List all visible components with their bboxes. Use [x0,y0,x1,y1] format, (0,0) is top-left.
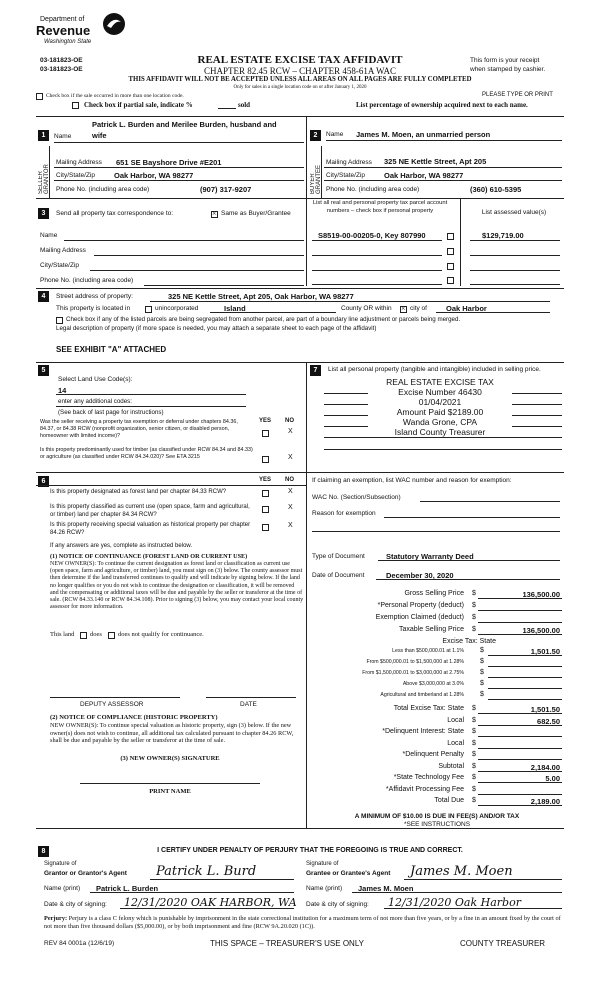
grantee-datecity[interactable]: 12/31/2020 Oak Harbor [388,896,521,909]
deputy-date-label: DATE [240,701,257,708]
multi-location-checkbox[interactable] [36,92,43,100]
section-3-badge: 3 [38,208,49,219]
perjury-text: Perjury is a class C felony which is punishable by imprisonment in the state correctional institution for a maximum term of not more than five years, or by a fine in an amount fixed by the court of not more than five thousand dollars ($5,000.00), or by both imprisonment and fine (RCW 9A.20.020 (1C)). [44,915,561,930]
calc-line [478,634,562,635]
calc2-currency: $ [472,762,476,770]
personal-property-checkbox[interactable] [447,263,454,270]
see-instructions: *SEE INSTRUCTIONS [403,821,471,828]
calc-currency: $ [472,590,476,597]
section-7-badge: 7 [310,365,321,376]
s5-yes: YES [259,418,272,424]
calc2-label: *Delinquent Interest: State [382,728,464,735]
boundary-label: Check box if any of the listed parcels are being segregated from another parcel, are part of a boundary line adjustment or parcels being merged. [66,316,461,323]
grantor-signature[interactable]: Patrick L. Burd [156,864,257,879]
calc2-line [478,725,562,726]
treasurer-stamp [370,377,510,437]
s6-q1-no[interactable]: X [288,488,293,495]
additional-codes-label: enter any additional codes: [58,398,132,405]
calc-line [478,610,562,611]
section-4-badge: 4 [38,291,49,302]
buyer-mail-label: Mailing Address [326,159,372,166]
city-of-label: city of [410,305,427,312]
calc2-label: Local [447,739,464,747]
land-does-label: does [90,631,102,638]
s6-q1-yes[interactable] [262,490,269,497]
tier-value[interactable]: 1,501.50 [530,647,560,656]
tier-label: Less than $500,000.01 at 1.1% [392,648,464,654]
calc-label: Taxable Selling Price [399,626,464,633]
send-correspondence-label: Send all property tax correspondence to: [56,210,174,217]
tier-line [488,677,562,678]
stamp-line-6: Island County Treasurer [394,427,486,437]
s5-q2: Is this property predominantly used for timber (as classified under RCW 84.34 and 84.33) or agriculture (as classified under RCW 84.34.020)? See ETA 3215 [40,447,253,460]
calc2-label: *State Technology Fee [393,774,464,781]
grantor-sig-label-a: Signature of [44,861,77,867]
reason-label: Reason for exemption [312,510,376,517]
calc-line [478,622,562,623]
s6-no: NO [285,477,294,483]
tier-label: From $1,500,000.01 to $3,000,000 at 2.75% [362,670,464,676]
form-subtitle: CHAPTER 82.45 RCW – CHAPTER 458-61A WAC [204,66,396,76]
section-5-badge: 5 [38,365,49,376]
form-revision: REV 84 0001a (12/6/19) [44,940,115,947]
checkbox-icon[interactable] [36,93,43,100]
checkbox-icon[interactable] [72,102,79,109]
grantee-sig-label-b: Grantee or Grantee's Agent [306,870,391,877]
calc2-line [478,771,562,772]
calc2-line [478,748,562,749]
exhibit-a: SEE EXHIBIT "A" ATTACHED [56,345,167,354]
unincorporated-label: unincorporated [155,305,199,312]
buyer-phone[interactable]: (360) 610-5395 [470,185,522,194]
county-treasurer: COUNTY TREASURER [460,939,546,948]
partial-sale-label: Check box if partial sale, indicate % [84,101,193,109]
notice2-body: NEW OWNER(S): To continue special valuation as historic property, sign (3) below. If the new owner(s) does not wish to continue, all additional tax calculated pursuant to chapter 84.26 RCW, shall be due and payable by the seller or transferor at the time of sale. [50,722,294,744]
s3-mail-label: Mailing Address [40,247,86,254]
calc2-line [478,794,562,795]
seller-mail-label: Mailing Address [56,159,102,166]
seller-name-2[interactable]: wife [92,131,107,140]
tier-currency: $ [480,669,484,676]
calc2-currency: $ [472,716,476,724]
perjury-statement [44,915,564,931]
seller-name-1[interactable]: Patrick L. Burden and Merilee Burden, husband and [92,120,277,129]
grantee-name[interactable]: James M. Moen [358,884,414,893]
calc-line [478,598,562,599]
s5-q1-yes[interactable] [262,430,269,437]
form-title: REAL ESTATE EXCISE TAX AFFIDAVIT [197,54,403,66]
form-warning: THIS AFFIDAVIT WILL NOT BE ACCEPTED UNLESS ALL AREAS ON ALL PAGES ARE FULLY COMPLETED [128,76,472,83]
calc-label: Gross Selling Price [404,590,464,597]
grantor-datecity-label: Date & city of signing: [44,901,107,908]
seller-side-label: SELLER GRANTOR [38,164,50,194]
tier-label: From $500,000.01 to $1,500,000 at 1.28% [366,659,464,665]
calc2-label: *Delinquent Penalty [402,751,464,758]
tier-line [488,666,562,667]
calc2-label: Local [447,716,464,724]
parcel-header: List all real and personal property tax parcel account numbers – check box if personal property [312,200,448,214]
city-of-checkbox[interactable] [400,306,407,313]
stamp-line-4: Amount Paid $2189.00 [396,407,484,417]
seller-mail[interactable]: 651 SE Bayshore Drive #E201 [116,158,222,167]
id-line-1: 03-181823-OE [40,57,83,64]
sold-label: sold [238,101,251,109]
personal-property-checkbox[interactable] [447,233,454,240]
tier-currency: $ [480,647,484,654]
this-land-label: This land [50,631,75,638]
section-1-badge: 1 [38,130,49,141]
doctype-value[interactable]: Statutory Warranty Deed [386,552,474,561]
located-label: This property is located in [56,305,131,312]
percent-list-label: List percentage of ownership acquired next to each name. [356,101,528,109]
print-name-label: PRINT NAME [149,788,191,795]
checkbox-icon[interactable] [211,211,218,218]
minimum-note: A MINIMUM OF $10.00 IS DUE IN FEE(S) AND/OR TAX [354,813,520,820]
calc-value[interactable]: 136,500.00 [522,626,560,635]
calc2-currency: $ [472,774,476,781]
land-use-label: Select Land Use Code(s): [58,376,133,383]
tier-label: Above $3,000,000 at 3.0% [402,681,464,687]
calc2-line [478,782,562,783]
unincorporated-checkbox[interactable] [145,306,152,313]
calc2-label: Total Due [434,797,464,804]
seeback-label: (See back of last page for instructions) [58,409,164,416]
grantee-sig-label-a: Signature of [306,861,339,867]
stamp-line-2: Excise Number 46430 [398,387,482,397]
calc2-currency: $ [472,705,476,712]
s6-q2-yes[interactable] [262,506,269,513]
land-does-checkbox[interactable] [80,632,87,639]
calc2-currency: $ [472,739,476,747]
legal-label: Legal description of property (if more space is needed, you may attach a separate sheet to each page of the affidavit) [56,325,377,332]
personal-property-checkbox[interactable] [447,248,454,255]
s5-q1-no[interactable]: X [288,428,293,435]
dept-line1: Department of [40,16,85,23]
perjury-bold: Perjury: [44,915,68,922]
calc-currency: $ [472,614,476,621]
dept-line2: Revenue [36,23,91,38]
personal-property-label: List all personal property (tangible and intangible) included in selling price. [328,366,541,373]
tier-currency: $ [480,691,484,698]
s6-q2-no[interactable]: X [288,504,293,511]
s6-ifany: If any answers are yes, complete as instructed below. [50,543,193,549]
assessed-header: List assessed value(s) [481,209,547,216]
tier-line [488,699,562,700]
s6-yes: YES [259,477,272,483]
calc2-value[interactable]: 1,501.50 [530,705,560,714]
property-street[interactable]: 325 NE Kettle Street, Apt 205, Oak Harbor, WA 98277 [168,292,354,301]
stamp-line-3: 01/04/2021 [418,397,462,407]
seller-city-label: City/State/Zip [56,172,96,179]
grantee-signature[interactable]: James M. Moen [410,864,513,879]
grantor-name-label: Name (print) [44,885,81,892]
calc-value[interactable]: 136,500.00 [522,590,560,599]
grantee-datecity-label: Date & city of signing: [306,901,369,908]
calc2-currency: $ [472,785,476,793]
docdate-label: Date of Document [312,572,365,579]
section-2-badge: 2 [310,130,321,141]
doctype-label: Type of Document [312,553,365,560]
land-use-code[interactable]: 14 [58,386,67,395]
grantor-sig-label-b: Grantor or Grantor's Agent [44,870,127,877]
notice2-head: (2) NOTICE OF COMPLIANCE (HISTORIC PROPERTY) [50,714,218,721]
buyer-city[interactable]: Oak Harbor, WA 98277 [384,171,464,180]
calc2-line [478,805,562,806]
s6-q3: Is this property receiving special valuation as historical property per chapter 84.26 RCW? [50,522,251,536]
land-doesnot-label: does not qualify for continuance. [118,631,204,638]
calc2-value[interactable]: 682.50 [537,716,560,726]
receipt-note-1: This form is your receipt [470,57,540,64]
tier-currency: $ [480,658,484,665]
tier-line [488,655,562,656]
tier-label: Agricultural and timberland at 1.28% [380,692,464,698]
calc2-line [478,759,562,760]
grantor-name[interactable]: Patrick L. Burden [96,884,159,893]
tier-currency: $ [480,680,484,687]
s6-q2: Is this property classified as current use (open space, farm and agricultural, or timber) land per chapter 84.34 RCW? [50,504,250,518]
s6-q1: Is this property designated as forest land per chapter 84.33 RCW? [50,489,227,495]
notice1-body: NEW OWNER(S): To continue the current designation as forest land or classification as current use (open space, farm and agriculture, or timber) land, you must sign on (3) below. The county assessor must then determine if the land transferred continues to qualify and will indicate by signing below. If the land no longer qualifies or you do not wish to continue the designation or classification, it will be removed and the compensating or additional taxes will be due and payable by the seller or transferor at the time of sale. (RCW 84.33.140 or RCW 84.34.108). Prior to signing (3) below, you may contact your local county assessor for more information. [50,561,304,611]
calc2-currency: $ [472,797,476,804]
city-value[interactable]: Oak Harbor [446,304,487,313]
deputy-assessor-label: DEPUTY ASSESSOR [80,701,144,708]
grantor-datecity[interactable]: 12/31/2020 OAK HARBOR, WA [124,896,297,909]
seller-phone[interactable]: (907) 317-9207 [200,185,252,194]
type-or-print: PLEASE TYPE OR PRINT [482,92,553,98]
calc-currency: $ [472,602,476,609]
calc2-currency: $ [472,728,476,735]
wac-label: WAC No. (Section/Subsection) [312,494,401,501]
s3-city-label: City/State/Zip [40,262,80,269]
form-note: Only for sales in a single location code on or after January 1, 2020 [233,85,367,90]
multi-location-label: Check box if the sale occurred in more than one location code. [46,93,184,99]
buyer-side-label: BUYER GRANTEE [310,164,322,194]
seller-phone-label: Phone No. (including area code) [56,186,150,193]
certify-line: I CERTIFY UNDER PENALTY OF PERJURY THAT THE FOREGOING IS TRUE AND CORRECT. [157,847,463,854]
new-owner-signature-label: (3) NEW OWNER(S) SIGNATURE [120,755,220,762]
buyer-mail[interactable]: 325 NE Kettle Street, Apt 205 [384,157,487,166]
stamp-line-5: Wanda Grone, CPA [402,417,478,427]
calc2-label: *Affidavit Processing Fee [385,785,464,793]
personal-property-checkbox[interactable] [447,277,454,284]
calc2-value[interactable]: 5.00 [545,774,560,783]
calc2-label: Subtotal [438,762,464,770]
calc-label: *Personal Property (deduct) [377,602,464,609]
receipt-note-2: when stamped by cashier. [470,66,546,73]
calc2-label: Total Excise Tax: State [393,705,464,712]
assessed-value[interactable]: $129,719.00 [482,231,524,240]
s3-name-label: Name [40,232,58,239]
dept-line3: Washington State [44,39,92,45]
s6-q3-yes[interactable] [262,524,269,531]
street-label: Street address of property: [56,293,133,300]
s5-q2-no[interactable]: X [288,454,293,461]
same-as-buyer-label: Same as Buyer/Grantee [221,210,291,217]
county-value[interactable]: Island [224,304,246,313]
id-line-2: 03-181823-OE [40,66,83,73]
grantee-name-label: Name (print) [306,885,343,892]
parcel-number[interactable]: S8519-00-00205-0, Key 807990 [318,231,426,240]
calc2-value[interactable]: 2,184.00 [530,762,560,772]
tier-line [488,688,562,689]
calc2-currency: $ [472,751,476,758]
calc2-line [478,713,562,714]
exemption-label: If claiming an exemption, list WAC number and reason for exemption: [312,477,512,484]
notice1-head: (1) NOTICE OF CONTINUANCE (FOREST LAND OR CURRENT USE) [50,553,248,560]
wa-logo-icon [102,12,126,36]
s5-q2-yes[interactable] [262,456,269,463]
s3-phone-label: Phone No. (including area code) [40,277,134,284]
s5-q1: Was the seller receiving a property tax exemption or deferral under chapters 84.36, 84.37, or 84.38 RCW (nonprofit organization, senior citizen, or disabled person, homeowner with limited income)? [40,419,238,439]
buyer-phone-label: Phone No. (including area code) [326,186,420,193]
buyer-name[interactable]: James M. Moen, an unmarried person [356,130,491,139]
s6-q3-no[interactable]: X [288,522,293,529]
calc2-value[interactable]: 2,189.00 [530,797,560,806]
county-label: County OR within [341,305,392,312]
boundary-checkbox[interactable] [56,317,63,324]
docdate-value[interactable]: December 30, 2020 [386,571,454,580]
section-8-badge: 8 [38,846,49,857]
partial-sale-checkbox[interactable] [72,101,79,109]
same-as-buyer-checkbox[interactable] [211,210,218,218]
land-doesnot-checkbox[interactable] [108,632,115,639]
treasurer-space: THIS SPACE – TREASURER'S USE ONLY [210,939,365,948]
calc-label: Exemption Claimed (deduct) [375,614,464,621]
seller-name-label: Name [54,133,72,140]
calc-currency: $ [472,626,476,633]
s5-no: NO [285,418,294,424]
calc2-line [478,736,562,737]
excise-state-label: Excise Tax: State [442,638,496,645]
buyer-name-label: Name [326,131,344,138]
seller-city[interactable]: Oak Harbor, WA 98277 [114,171,194,180]
dor-logo [34,10,126,50]
stamp-line-1: REAL ESTATE EXCISE TAX [386,377,494,387]
section-6-badge: 6 [38,476,49,487]
buyer-city-label: City/State/Zip [326,172,366,179]
